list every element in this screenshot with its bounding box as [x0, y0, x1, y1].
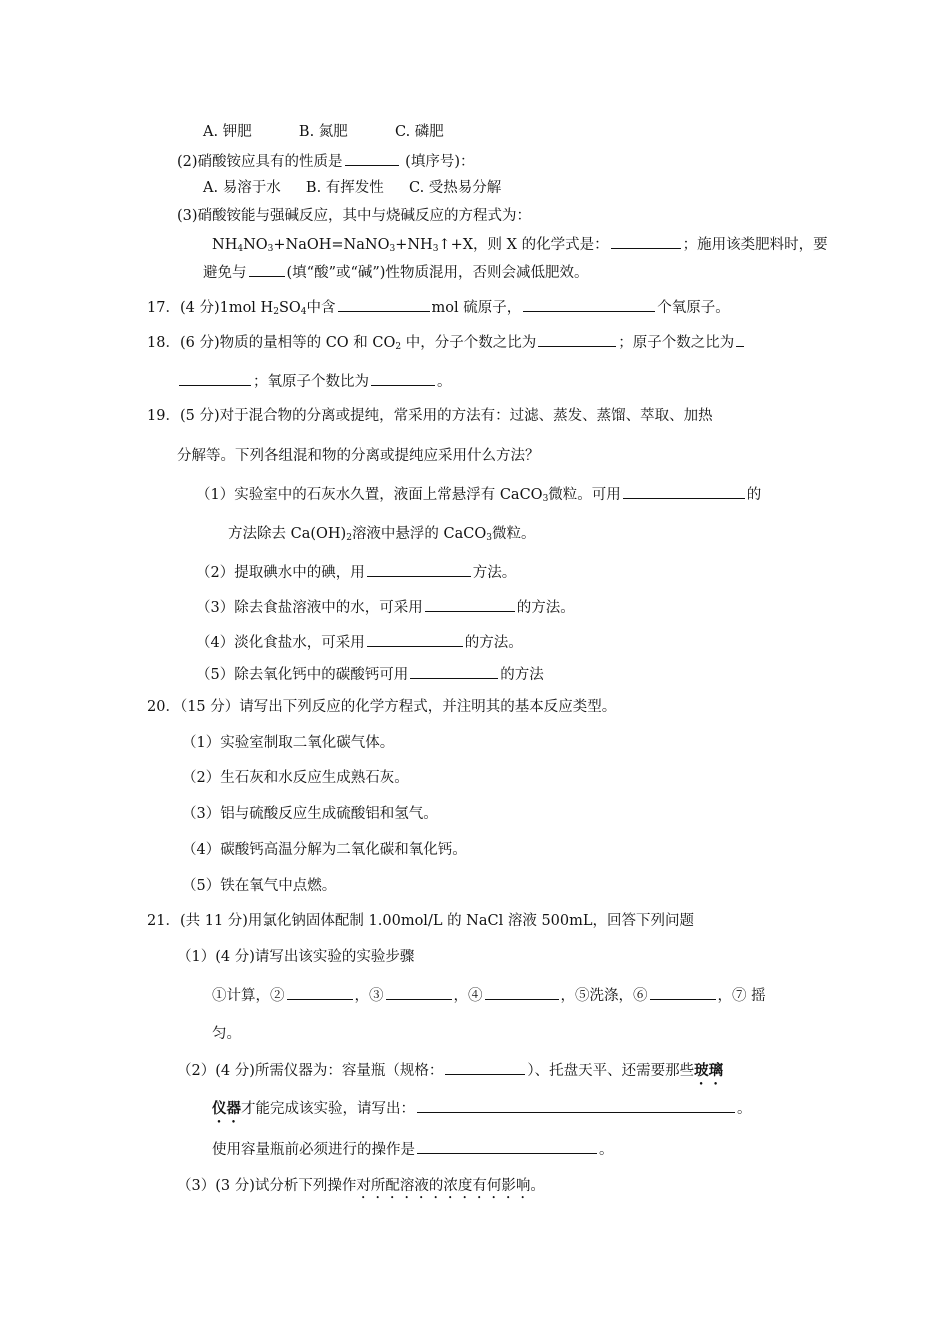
q21-step-text: ，⑤洗涤，⑥ [560, 988, 648, 1004]
q21-step-text: ，③ [354, 988, 384, 1004]
eq-sub: 3 [389, 244, 396, 254]
q19-text: 的方法。 [516, 600, 575, 616]
q19-item-1 [196, 484, 761, 505]
q19-text: 溶液中悬浮的 CaCO [351, 526, 487, 542]
q18-text: 。 [437, 374, 452, 390]
q17-sub: 2 [273, 307, 279, 317]
q19-text: （4）淡化食盐水，可采用 [196, 635, 365, 651]
eq-text: NH [212, 237, 238, 253]
eq-text: ↑+X，则 X 的化学式是： [438, 237, 609, 253]
q21-step-text: ，⑦ 摇 [717, 988, 766, 1004]
q16-option-c: C. 磷肥 [395, 124, 444, 140]
q21-part2 [177, 1060, 723, 1088]
q18-sub: 2 [395, 342, 402, 352]
q18-text: 18．(6 分)物质的量相等的 CO 和 CO [147, 335, 396, 351]
q16-equation [212, 234, 828, 255]
question-18-line2 [177, 371, 452, 392]
q21-part2-line2 [212, 1098, 752, 1126]
q16-part2-option-a: A. 易溶于水 [203, 180, 281, 196]
q17-text: SO [278, 300, 301, 316]
q16-option-a: A. 钾肥 [203, 124, 252, 140]
q19-item-2 [196, 562, 516, 583]
q19-item3-blank[interactable] [425, 597, 515, 612]
q19-sub: 3 [486, 533, 493, 543]
q17-text: mol 硫原子， [431, 300, 522, 316]
q16-part2-blank[interactable] [345, 151, 399, 166]
q21-text: 使用容量瓶前必须进行的操作是 [212, 1142, 415, 1158]
q20-item-2: （2）生石灰和水反应生成熟石灰。 [182, 770, 409, 786]
q21-emphasis-glass: 玻璃 [694, 1062, 724, 1079]
q21-text: 。 [530, 1178, 545, 1194]
q16-formula-blank[interactable] [611, 234, 681, 249]
q17-sub: 4 [300, 307, 307, 317]
q21-instruments-blank[interactable] [417, 1098, 735, 1113]
q19-item-4 [196, 632, 523, 653]
q18-text: ；原子个数之比为 [618, 335, 735, 351]
eq-text: NO [243, 237, 268, 253]
q19-item1-blank[interactable] [623, 484, 745, 499]
q18-atom-ratio-blank[interactable] [736, 332, 744, 347]
eq-tail: ；施用该类肥料时，要 [682, 237, 828, 253]
q19-text: 方法。 [472, 565, 517, 581]
q21-text: ）、托盘天平、还需要那些 [527, 1063, 695, 1079]
q16-part2-option-c: C. 受热易分解 [409, 180, 502, 196]
q19-item-3 [196, 597, 575, 618]
q21-text: 才能完成该实验，请写出： [241, 1101, 415, 1117]
q18-oxygen-ratio-blank[interactable] [371, 371, 435, 386]
q20-item-5: （5）铁在氧气中点燃。 [182, 878, 337, 894]
q21-part2-line3 [212, 1139, 614, 1160]
q17-text: 个氧原子。 [657, 300, 730, 316]
q19-text: （1）实验室中的石灰水久置，液面上常悬浮有 CaCO [196, 487, 543, 503]
q19-text: 微粒。 [492, 526, 536, 542]
q21-flask-check-blank[interactable] [417, 1139, 597, 1154]
question-19-line2: 分解等。下列各组混和物的分离或提纯应采用什么方法？ [177, 448, 540, 464]
q18-atom-ratio-blank-cont[interactable] [179, 371, 251, 386]
q21-text: 。 [737, 1101, 752, 1117]
q19-sub: 3 [542, 494, 549, 504]
q18-text: 中，分子个数之比为 [401, 335, 537, 351]
q16-avoid-line [203, 262, 588, 283]
q16-part2-option-b: B. 有挥发性 [305, 180, 384, 196]
q16-part2 [177, 151, 474, 172]
q19-item5-blank[interactable] [410, 664, 498, 679]
q16-part3: (3)硝酸铵能与强碱反应，其中与烧碱反应的方程式为： [177, 208, 532, 224]
q21-step-text: ，④ [453, 988, 483, 1004]
q21-part3 [177, 1176, 545, 1202]
q21-text: （2）(4 分)所需仪器为：容量瓶（规格： [177, 1063, 444, 1079]
q16-part2-options [203, 178, 501, 198]
eq-text: +NaOH=NaNO [273, 237, 390, 253]
q18-text: ；氧原子个数比为 [253, 374, 369, 390]
q16-acid-base-blank[interactable] [249, 262, 285, 277]
question-20: 20．（15 分）请写出下列反应的化学方程式，并注明其的基本反应类型。 [147, 699, 617, 715]
q19-text: 的 [746, 487, 762, 503]
q21-steps-end: 匀。 [212, 1026, 241, 1042]
q20-item-4: （4）碳酸钙高温分解为二氧化碳和氧化钙。 [182, 842, 467, 858]
q21-text: （3）(3 分)试分析下列操作 [177, 1178, 357, 1194]
q21-flask-spec-blank[interactable] [445, 1060, 525, 1075]
q16-part2-tail: (填序号)： [405, 154, 475, 170]
q21-step4-blank[interactable] [485, 985, 559, 1000]
q19-text: （3）除去食盐溶液中的水，可采用 [196, 600, 423, 616]
q18-molecule-ratio-blank[interactable] [538, 332, 616, 347]
question-19: 19．(5 分)对于混合物的分离或提纯，常采用的方法有：过滤、蒸发、蒸馏、萃取、加热 [147, 408, 713, 424]
eq-text: +NH [395, 237, 433, 253]
eq-sub: 3 [267, 244, 274, 254]
q17-text: 17．(4 分)1mol H [147, 300, 274, 316]
q19-item2-blank[interactable] [367, 562, 471, 577]
q21-emphasis-instrument: 仪器 [212, 1100, 241, 1117]
q19-text: 方法除去 Ca(OH) [228, 526, 347, 542]
question-21: 21．(共 11 分)用氯化钠固体配制 1.00mol/L 的 NaCl 溶液 500mL，回答下列问题 [147, 913, 695, 929]
q21-text: 。 [599, 1142, 614, 1158]
q21-step6-blank[interactable] [650, 985, 716, 1000]
q17-oxygen-blank[interactable] [523, 297, 655, 312]
q19-text: （5）除去氧化钙中的碳酸钙可用 [196, 667, 409, 683]
q17-sulfur-blank[interactable] [338, 297, 430, 312]
q19-text: （2）提取碘水中的碘，用 [196, 565, 365, 581]
q16-options-row [203, 122, 444, 142]
q19-item-1-line2 [228, 524, 536, 544]
q20-item-1: （1）实验室制取二氧化碳气体。 [182, 735, 395, 751]
q19-text: 的方法 [500, 667, 544, 683]
q19-item-5 [196, 664, 544, 685]
question-18 [147, 332, 746, 353]
q16-part2-text: (2)硝酸铵应具有的性质是 [177, 154, 343, 170]
eq-sub: 4 [237, 244, 244, 254]
q21-steps [212, 985, 766, 1006]
q16-option-b: B. 氮肥 [298, 124, 348, 140]
q20-item-3: （3）铝与硫酸反应生成硫酸铝和氢气。 [182, 806, 438, 822]
q21-part1: （1）(4 分)请写出该实验的实验步骤 [177, 949, 415, 965]
q21-emphasis-effect: 对所配溶液的浓度有何影响 [356, 1178, 531, 1194]
q21-step3-blank[interactable] [386, 985, 452, 1000]
q17-text: 中含 [306, 300, 336, 316]
q19-sub: 2 [346, 533, 352, 543]
q21-step2-blank[interactable] [287, 985, 353, 1000]
avoid-text-tail: (填“酸”或“碱”)性物质混用，否则会减低肥效。 [286, 265, 589, 281]
q19-text: 的方法。 [464, 635, 523, 651]
avoid-text: 避免与 [203, 265, 247, 281]
q19-text: 微粒。可用 [548, 487, 621, 503]
eq-sub: 3 [432, 244, 439, 254]
question-17 [147, 297, 730, 318]
q21-step-text: ①计算，② [212, 988, 285, 1004]
q19-item4-blank[interactable] [367, 632, 463, 647]
